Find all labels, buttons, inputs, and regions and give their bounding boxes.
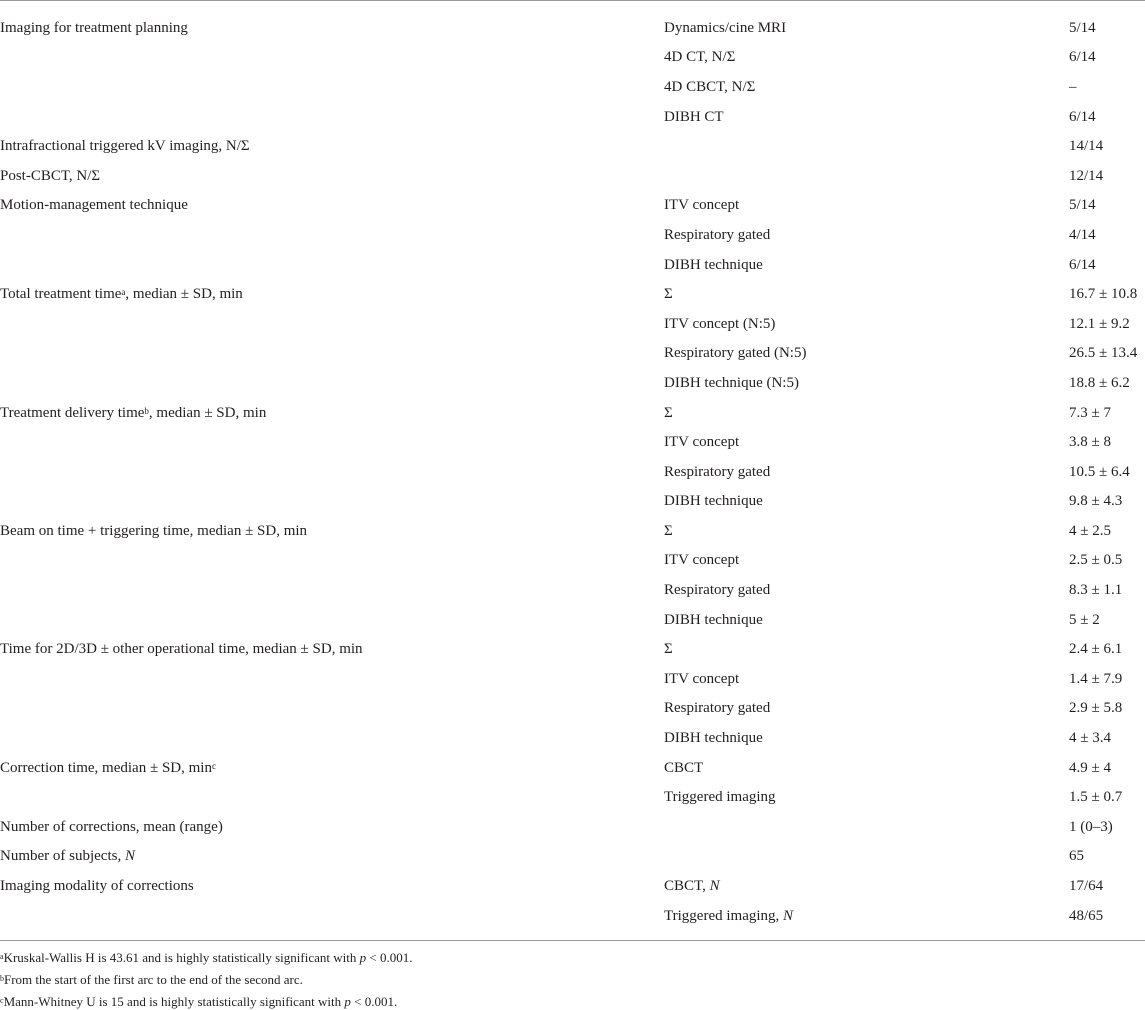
row-label-cell bbox=[0, 634, 664, 664]
row-value-cell bbox=[1069, 220, 1145, 250]
table-row bbox=[0, 339, 1145, 369]
footnote bbox=[0, 950, 1145, 966]
row-subgroup-cell bbox=[664, 546, 1069, 576]
row-value-cell bbox=[1069, 664, 1145, 694]
row-subgroup-cell bbox=[664, 191, 1069, 221]
row-subgroup-cell bbox=[664, 220, 1069, 250]
row-label-cell bbox=[0, 694, 664, 724]
row-label-cell bbox=[0, 309, 664, 339]
row-label-footnote-marker: c bbox=[211, 760, 216, 771]
row-subgroup-cell bbox=[664, 871, 1069, 901]
table-row bbox=[0, 901, 1145, 931]
row-label-cell bbox=[0, 131, 664, 161]
table-top-rule bbox=[0, 0, 1145, 1]
row-value-cell bbox=[1069, 191, 1145, 221]
footnote-tail: < 0.001. bbox=[350, 994, 398, 1009]
row-value-cell bbox=[1069, 812, 1145, 842]
row-value-cell bbox=[1069, 368, 1145, 398]
row-subgroup: DIBH technique bbox=[664, 493, 763, 510]
row-label-suffix: , median ± SD, min bbox=[148, 404, 267, 421]
row-subgroup-cell bbox=[664, 575, 1069, 605]
row-value: 48/65 bbox=[1069, 907, 1104, 924]
row-subgroup: CBCT, bbox=[664, 878, 710, 895]
row-subgroup-cell bbox=[664, 72, 1069, 102]
row-subgroup-cell bbox=[664, 901, 1069, 931]
row-value: 2.4 ± 6.1 bbox=[1069, 641, 1123, 658]
table-row bbox=[0, 43, 1145, 73]
row-label-cell bbox=[0, 398, 664, 428]
row-value-cell bbox=[1069, 694, 1145, 724]
row-value-cell bbox=[1069, 575, 1145, 605]
row-value-cell bbox=[1069, 279, 1145, 309]
row-subgroup-cell bbox=[664, 427, 1069, 457]
row-value: 10.5 ± 6.4 bbox=[1069, 463, 1130, 480]
row-subgroup-cell bbox=[664, 161, 1069, 191]
table-row bbox=[0, 605, 1145, 635]
row-value-cell bbox=[1069, 871, 1145, 901]
row-value: 12/14 bbox=[1069, 167, 1104, 184]
footnote-italic: p bbox=[359, 950, 367, 965]
row-label-italic: N bbox=[124, 848, 135, 865]
row-label-footnote-marker: a bbox=[121, 287, 126, 298]
table-row bbox=[0, 102, 1145, 132]
row-subgroup-cell bbox=[664, 339, 1069, 369]
row-value: – bbox=[1069, 78, 1077, 95]
table-row bbox=[0, 871, 1145, 901]
row-label-cell bbox=[0, 102, 664, 132]
table-row bbox=[0, 309, 1145, 339]
row-value-cell bbox=[1069, 250, 1145, 280]
row-subgroup-cell bbox=[664, 812, 1069, 842]
row-subgroup-italic: N bbox=[783, 907, 794, 924]
row-subgroup-italic: N bbox=[709, 878, 720, 895]
row-value: 6/14 bbox=[1069, 256, 1096, 273]
row-value: 7.3 ± 7 bbox=[1069, 404, 1111, 421]
row-value: 14/14 bbox=[1069, 138, 1104, 155]
row-label-cell bbox=[0, 43, 664, 73]
row-label: Intrafractional triggered kV imaging, N/Σ bbox=[0, 138, 250, 155]
row-label: Motion-management technique bbox=[0, 197, 188, 214]
row-subgroup: CBCT bbox=[664, 759, 704, 776]
row-label: Total treatment time bbox=[0, 286, 122, 303]
row-subgroup: ITV concept bbox=[664, 197, 740, 214]
table-row bbox=[0, 694, 1145, 724]
row-label: Imaging for treatment planning bbox=[0, 19, 188, 36]
row-subgroup: Σ bbox=[664, 641, 673, 658]
row-value-cell bbox=[1069, 782, 1145, 812]
row-value: 65 bbox=[1069, 848, 1084, 865]
row-value: 17/64 bbox=[1069, 878, 1104, 895]
row-value: 2.5 ± 0.5 bbox=[1069, 552, 1123, 569]
table-row bbox=[0, 368, 1145, 398]
row-value-cell bbox=[1069, 457, 1145, 487]
row-value-cell bbox=[1069, 339, 1145, 369]
table-row bbox=[0, 13, 1145, 43]
row-label: Number of subjects, bbox=[0, 848, 125, 865]
row-value: 4 ± 2.5 bbox=[1069, 522, 1111, 539]
row-label-cell bbox=[0, 339, 664, 369]
row-label-cell bbox=[0, 487, 664, 517]
row-value-cell bbox=[1069, 131, 1145, 161]
row-value: 5/14 bbox=[1069, 197, 1096, 214]
footnote bbox=[0, 994, 1145, 1010]
row-value: 4.9 ± 4 bbox=[1069, 759, 1111, 776]
row-subgroup-cell bbox=[664, 634, 1069, 664]
row-subgroup: 4D CBCT, N/Σ bbox=[664, 78, 756, 95]
row-subgroup-cell bbox=[664, 782, 1069, 812]
table-row bbox=[0, 634, 1145, 664]
row-label: Time for 2D/3D ± other operational time, median ± SD, min bbox=[0, 641, 363, 658]
row-value-cell bbox=[1069, 842, 1145, 872]
row-label-cell bbox=[0, 279, 664, 309]
row-label-cell bbox=[0, 812, 664, 842]
row-label-cell bbox=[0, 161, 664, 191]
row-value-cell bbox=[1069, 398, 1145, 428]
footnote-text: Kruskal-Wallis H is 43.61 and is highly statistically significant with bbox=[3, 950, 360, 965]
table-row bbox=[0, 161, 1145, 191]
row-label-cell bbox=[0, 191, 664, 221]
row-value: 4/14 bbox=[1069, 226, 1096, 243]
row-value-cell bbox=[1069, 72, 1145, 102]
row-label-cell bbox=[0, 753, 664, 783]
row-value-cell bbox=[1069, 13, 1145, 43]
row-label: Number of corrections, mean (range) bbox=[0, 818, 223, 835]
row-value: 9.8 ± 4.3 bbox=[1069, 493, 1123, 510]
row-subgroup: Σ bbox=[664, 522, 673, 539]
row-label-cell bbox=[0, 664, 664, 694]
table-row bbox=[0, 427, 1145, 457]
row-subgroup: Respiratory gated bbox=[664, 700, 771, 717]
table-row bbox=[0, 487, 1145, 517]
table-row bbox=[0, 279, 1145, 309]
row-value-cell bbox=[1069, 516, 1145, 546]
row-value-cell bbox=[1069, 605, 1145, 635]
row-subgroup: DIBH technique bbox=[664, 256, 763, 273]
table-row bbox=[0, 398, 1145, 428]
row-label-cell bbox=[0, 546, 664, 576]
row-subgroup-cell bbox=[664, 753, 1069, 783]
row-label-cell bbox=[0, 723, 664, 753]
footnote-tail: < 0.001. bbox=[366, 950, 413, 965]
row-subgroup-cell bbox=[664, 309, 1069, 339]
row-label-cell bbox=[0, 842, 664, 872]
row-subgroup-cell bbox=[664, 398, 1069, 428]
row-value-cell bbox=[1069, 487, 1145, 517]
row-value: 3.8 ± 8 bbox=[1069, 434, 1111, 451]
table-bottom-rule bbox=[0, 940, 1145, 941]
row-label-footnote-marker: b bbox=[144, 405, 149, 416]
row-label: Treatment delivery time bbox=[0, 404, 145, 421]
footnote-marker: a bbox=[0, 952, 4, 961]
table-row bbox=[0, 753, 1145, 783]
footnote-italic: p bbox=[344, 994, 351, 1009]
row-subgroup: DIBH technique bbox=[664, 730, 763, 747]
row-subgroup-cell bbox=[664, 368, 1069, 398]
row-subgroup: ITV concept bbox=[664, 552, 740, 569]
row-value-cell bbox=[1069, 753, 1145, 783]
row-subgroup-cell bbox=[664, 516, 1069, 546]
table-row bbox=[0, 812, 1145, 842]
footnote-marker: c bbox=[0, 996, 4, 1005]
row-subgroup-cell bbox=[664, 664, 1069, 694]
row-subgroup: ITV concept bbox=[664, 434, 740, 451]
row-subgroup-cell bbox=[664, 43, 1069, 73]
row-value-cell bbox=[1069, 309, 1145, 339]
table-row bbox=[0, 131, 1145, 161]
row-label-cell bbox=[0, 368, 664, 398]
row-subgroup: ITV concept bbox=[664, 670, 740, 687]
table-row bbox=[0, 664, 1145, 694]
row-subgroup: Triggered imaging bbox=[664, 789, 776, 806]
row-label-cell bbox=[0, 220, 664, 250]
row-subgroup: DIBH CT bbox=[664, 108, 724, 125]
row-label-cell bbox=[0, 250, 664, 280]
table-row bbox=[0, 191, 1145, 221]
row-subgroup-cell bbox=[664, 605, 1069, 635]
row-label: Imaging modality of corrections bbox=[0, 878, 194, 895]
footnote-text: Mann-Whitney U is 15 and is highly statistically significant with bbox=[3, 994, 345, 1009]
table-row bbox=[0, 516, 1145, 546]
row-subgroup: Respiratory gated bbox=[664, 463, 771, 480]
table-row bbox=[0, 72, 1145, 102]
row-value: 12.1 ± 9.2 bbox=[1069, 315, 1130, 332]
footnote-marker: b bbox=[0, 974, 4, 983]
data-table bbox=[0, 13, 1145, 930]
row-value: 5 ± 2 bbox=[1069, 611, 1100, 628]
row-label: Beam on time + triggering time, median ± SD, min bbox=[0, 522, 308, 539]
table-row bbox=[0, 782, 1145, 812]
table-row bbox=[0, 250, 1145, 280]
row-subgroup: Respiratory gated bbox=[664, 582, 771, 599]
row-subgroup: Triggered imaging, bbox=[664, 907, 784, 924]
row-value-cell bbox=[1069, 161, 1145, 191]
row-subgroup-cell bbox=[664, 13, 1069, 43]
row-value-cell bbox=[1069, 723, 1145, 753]
row-subgroup: Σ bbox=[664, 286, 673, 303]
row-subgroup: DIBH technique bbox=[664, 611, 763, 628]
table-row bbox=[0, 575, 1145, 605]
row-subgroup: Respiratory gated (N:5) bbox=[664, 345, 807, 362]
row-value-cell bbox=[1069, 102, 1145, 132]
row-label-cell bbox=[0, 871, 664, 901]
row-value: 16.7 ± 10.8 bbox=[1069, 286, 1138, 303]
row-value: 18.8 ± 6.2 bbox=[1069, 374, 1130, 391]
row-subgroup-cell bbox=[664, 457, 1069, 487]
row-label-cell bbox=[0, 457, 664, 487]
row-label-cell bbox=[0, 901, 664, 931]
row-subgroup-cell bbox=[664, 250, 1069, 280]
row-value-cell bbox=[1069, 43, 1145, 73]
table-row bbox=[0, 723, 1145, 753]
footnote-text: From the start of the first arc to the end of the second arc. bbox=[4, 972, 303, 987]
row-value-cell bbox=[1069, 427, 1145, 457]
row-label: Correction time, median ± SD, min bbox=[0, 759, 212, 776]
row-label: Post-CBCT, N/Σ bbox=[0, 167, 101, 184]
row-value: 6/14 bbox=[1069, 49, 1096, 66]
row-subgroup: DIBH technique (N:5) bbox=[664, 374, 799, 391]
row-value-cell bbox=[1069, 901, 1145, 931]
row-value: 26.5 ± 13.4 bbox=[1069, 345, 1138, 362]
row-subgroup: ITV concept (N:5) bbox=[664, 315, 776, 332]
row-subgroup: Σ bbox=[664, 404, 673, 421]
row-label-cell bbox=[0, 516, 664, 546]
row-value-cell bbox=[1069, 546, 1145, 576]
row-subgroup: 4D CT, N/Σ bbox=[664, 49, 736, 66]
row-value: 1.4 ± 7.9 bbox=[1069, 670, 1123, 687]
row-subgroup-cell bbox=[664, 694, 1069, 724]
row-label-cell bbox=[0, 782, 664, 812]
table-row bbox=[0, 220, 1145, 250]
row-label-cell bbox=[0, 72, 664, 102]
row-subgroup-cell bbox=[664, 842, 1069, 872]
row-value-cell bbox=[1069, 634, 1145, 664]
row-subgroup: Respiratory gated bbox=[664, 226, 771, 243]
row-value: 5/14 bbox=[1069, 19, 1096, 36]
table-row bbox=[0, 842, 1145, 872]
row-label-cell bbox=[0, 13, 664, 43]
row-value: 2.9 ± 5.8 bbox=[1069, 700, 1123, 717]
row-value: 6/14 bbox=[1069, 108, 1096, 125]
row-label-suffix: , median ± SD, min bbox=[125, 286, 243, 303]
table-row bbox=[0, 457, 1145, 487]
footnote bbox=[0, 972, 1145, 988]
row-label-cell bbox=[0, 575, 664, 605]
row-label-cell bbox=[0, 605, 664, 635]
row-value: 8.3 ± 1.1 bbox=[1069, 582, 1123, 599]
row-label-cell bbox=[0, 427, 664, 457]
row-subgroup-cell bbox=[664, 279, 1069, 309]
table-row bbox=[0, 546, 1145, 576]
row-subgroup-cell bbox=[664, 131, 1069, 161]
row-subgroup-cell bbox=[664, 723, 1069, 753]
row-subgroup: Dynamics/cine MRI bbox=[664, 19, 787, 36]
row-value: 1.5 ± 0.7 bbox=[1069, 789, 1123, 806]
row-subgroup-cell bbox=[664, 102, 1069, 132]
row-subgroup-cell bbox=[664, 487, 1069, 517]
row-value: 1 (0–3) bbox=[1069, 818, 1113, 835]
row-value: 4 ± 3.4 bbox=[1069, 730, 1111, 747]
